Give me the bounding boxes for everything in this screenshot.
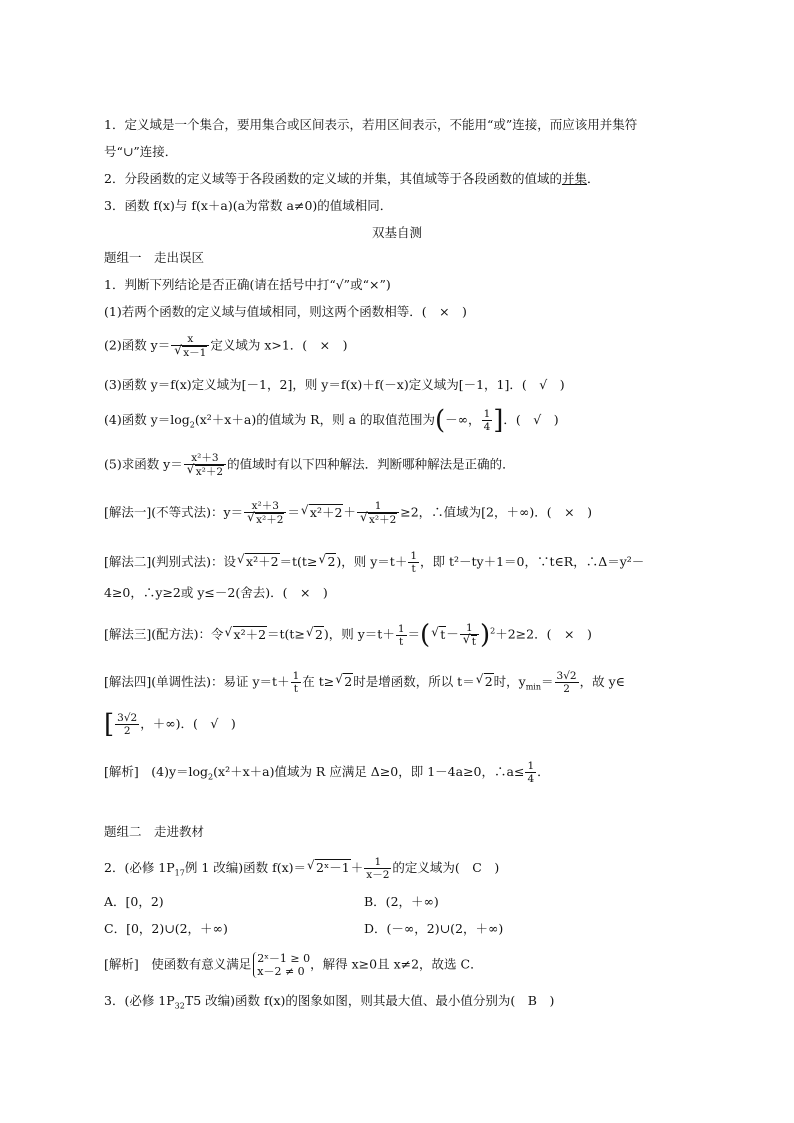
option-a: A．[0，2) (104, 894, 164, 909)
note-1-line-b: 号“∪”连接． (104, 144, 178, 159)
note-3: 3．函数 f(x)与 f(x＋a)(a为常数 a≠0)的值域相同． (104, 198, 393, 213)
method-4-line-a: [解法四](单调性法)：易证 y＝t＋ $\frac{1}{t}$ 在 t≥√ 2时是增函数，所以 t＝√ 2时，$y_{min}=$ $\frac{3√2}{2}$ ，故 y∈ (104, 670, 625, 696)
group-1-title: 题组一 走出误区 (104, 250, 205, 265)
method-2-line-b: 4≥0，∴y≥2或 y≤－2(舍去)．( × ) (104, 585, 328, 600)
statement-2: (2)函数 y＝ x √ x－1 定义域为 x>1．( × ) (104, 333, 348, 359)
method-1: [解法一](不等式法)：y＝ x²＋3 √ x²＋2 ＝√ x²＋2＋ 1 √ x²＋2 ≥2，∴值域为[2，＋∞)．( × ) (104, 500, 592, 526)
statement-3: (3)函数 y＝f(x)定义域为[－1，2]，则 y＝f(x)＋f(－x)定义域为[－1，1]．( √ ) (104, 377, 565, 392)
method-3: [解法三](配方法)：令√ x²＋2＝t(t≥√ 2)，则 y＝t＋ $\frac{1}{t}$ ＝(√ t－ 1 √ t )$^2$＋2≥2．( × ) (104, 622, 592, 648)
note-1-line-a: 1．定义域是一个集合，要用集合或区间表示，若用区间表示，不能用“或”连接，而应该用并集符 (104, 117, 638, 132)
option-b: B．(2，＋∞) (364, 894, 439, 909)
section-title: 双基自测 (371, 225, 422, 240)
note-2: 2．分段函数的定义域等于各段函数的定义域的并集，其值域等于各段函数的值域的并集． (104, 171, 600, 186)
underlined-term: 并集 (561, 171, 587, 186)
statement-5: (5)求函数 y＝ x²＋3 √ x²＋2 的值域时有以下四种解法．判断哪种解法是正确的． (104, 452, 515, 478)
equation-system: 2ˣ－1 ≥ 0 x－2 ≠ 0 (253, 952, 310, 978)
statement-4: (4)函数 $y=\log_2(x^2+x+a)$的值域为 R，则 a 的取值范围为(－∞， $\frac{1}{4}$ ]．( √ ) (104, 405, 559, 436)
question-3: 3．(必修 $1P_{32}T5$ 改编)函数 f(x)的图象如图，则其最大值、最小值分别为( B ) (104, 993, 555, 1011)
statement-1: (1)若两个函数的定义域与值域相同，则这两个函数相等．( × ) (104, 304, 467, 319)
group-2-title: 题组二 走进教材 (104, 824, 205, 839)
question-2: 2．(必修 $1P_{17}$例 1 改编)函数 f(x)＝√ 2ˣ－1＋ $\frac{1}{x-2}$ 的定义域为( C ) (104, 856, 499, 882)
method-2-line-a: [解法二](判别式法)：设√ x²＋2＝t(t≥√ 2)，则 y＝t＋ $\frac{1}{t}$ ，即 t²－ty＋1＝0，∵t∈R，∴Δ＝y²－ (104, 550, 644, 575)
left-paren: ( (434, 405, 446, 436)
analysis-1: [解析] $(4)y=\log_2(x^2+x+a)$值域为 R 应满足 Δ≥0，即 1－4a≥0，∴a≤ $\frac{1}{4}$ ． (104, 760, 550, 785)
option-c: C．[0，2)∪(2，＋∞) (104, 921, 228, 936)
option-d: D．(－∞，2)∪(2，＋∞) (364, 921, 504, 936)
analysis-2: [解析] 使函数有意义满足 2ˣ－1 ≥ 0 x－2 ≠ 0 ，解得 x≥0且 x≠2，故选 C． (104, 952, 483, 978)
question-1: 1．判断下列结论是否正确(请在括号中打“√”或“×”) (104, 277, 391, 292)
right-bracket: ] (493, 405, 504, 436)
method-4-line-b: [ $\frac{3√2}{2}$ ，＋∞)．( √ ) (104, 709, 236, 740)
fraction: x √ x－1 (171, 333, 209, 359)
